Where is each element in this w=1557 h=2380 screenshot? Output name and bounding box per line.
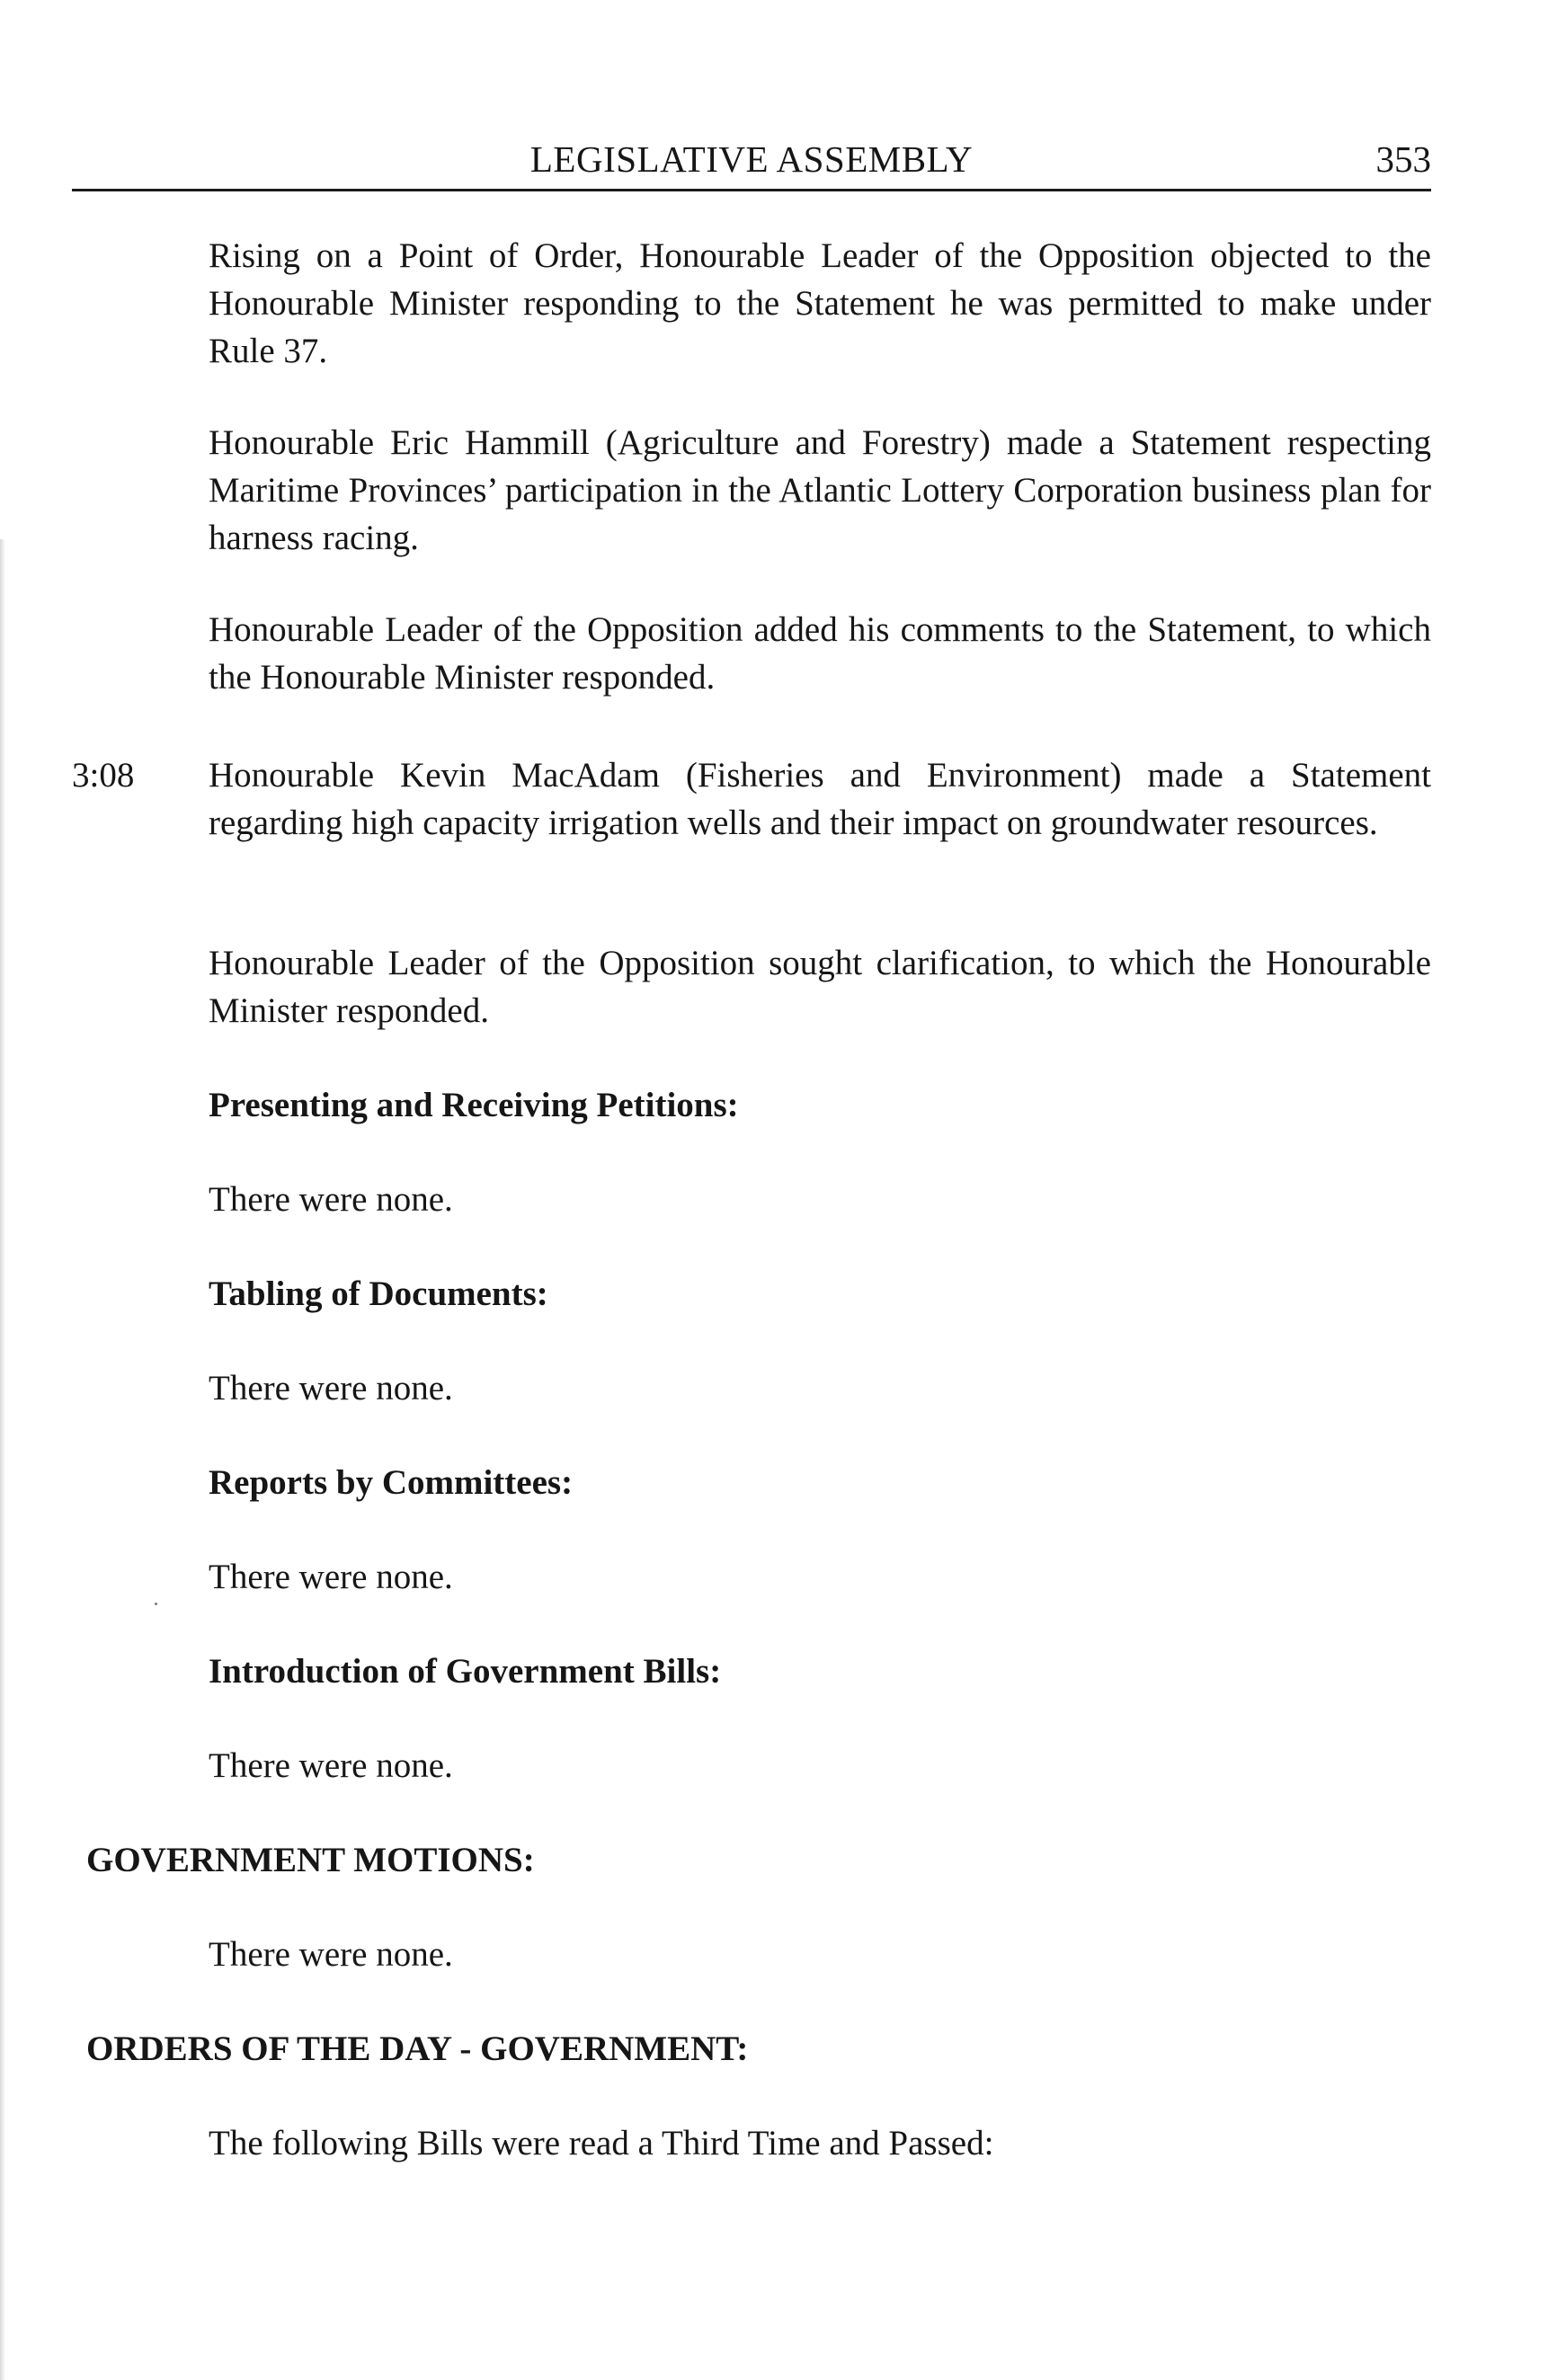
- body-government-motions: There were none.: [209, 1935, 453, 1974]
- heading-orders-of-the-day: ORDERS OF THE DAY - GOVERNMENT:: [86, 2029, 749, 2068]
- paragraph-opposition-comments: Honourable Leader of the Opposition added his comments to the Statement, to which the Honourable Minister responded.: [209, 610, 1431, 697]
- body-orders-of-the-day: The following Bills were read a Third Time and Passed:: [209, 2124, 994, 2162]
- heading-government-motions: GOVERNMENT MOTIONS:: [86, 1841, 535, 1879]
- heading-petitions: Presenting and Receiving Petitions:: [209, 1086, 739, 1124]
- heading-government-bills: Introduction of Government Bills:: [209, 1652, 722, 1691]
- page-number: 353: [1375, 138, 1431, 180]
- heading-committee-reports: Reports by Committees:: [209, 1463, 574, 1502]
- page-edge-shadow: [0, 539, 5, 2380]
- page-header: [72, 135, 1431, 183]
- scan-speck: [155, 1603, 157, 1605]
- body-petitions: There were none.: [209, 1180, 453, 1219]
- header-rule: [72, 189, 1431, 191]
- header-title: LEGISLATIVE ASSEMBLY: [529, 138, 974, 180]
- paragraph-point-of-order: Rising on a Point of Order, Honourable Leader of the Opposition objected to the Honourable Minister responding to the Statement he was permitted to make under Rule 37.: [209, 236, 1431, 370]
- body-government-bills: There were none.: [209, 1746, 453, 1785]
- paragraph-opposition-clarification: Honourable Leader of the Opposition sought clarification, to which the Honourable Minister responded.: [209, 944, 1431, 1030]
- body-tabling-documents: There were none.: [209, 1369, 453, 1408]
- heading-tabling-documents: Tabling of Documents:: [209, 1274, 548, 1313]
- paragraph-macadam-statement: Honourable Kevin MacAdam (Fisheries and Environment) made a Statement regarding high capacity irrigation wells and their impact on groundwater resources.: [209, 756, 1431, 842]
- body-committee-reports: There were none.: [209, 1558, 453, 1596]
- margin-time-stamp: 3:08: [72, 756, 135, 795]
- paragraph-hammill-statement: Honourable Eric Hammill (Agriculture and Forestry) made a Statement respecting Maritime Provinces’ participation in the Atlantic Lottery Corporation business plan for harness racing.: [209, 423, 1431, 557]
